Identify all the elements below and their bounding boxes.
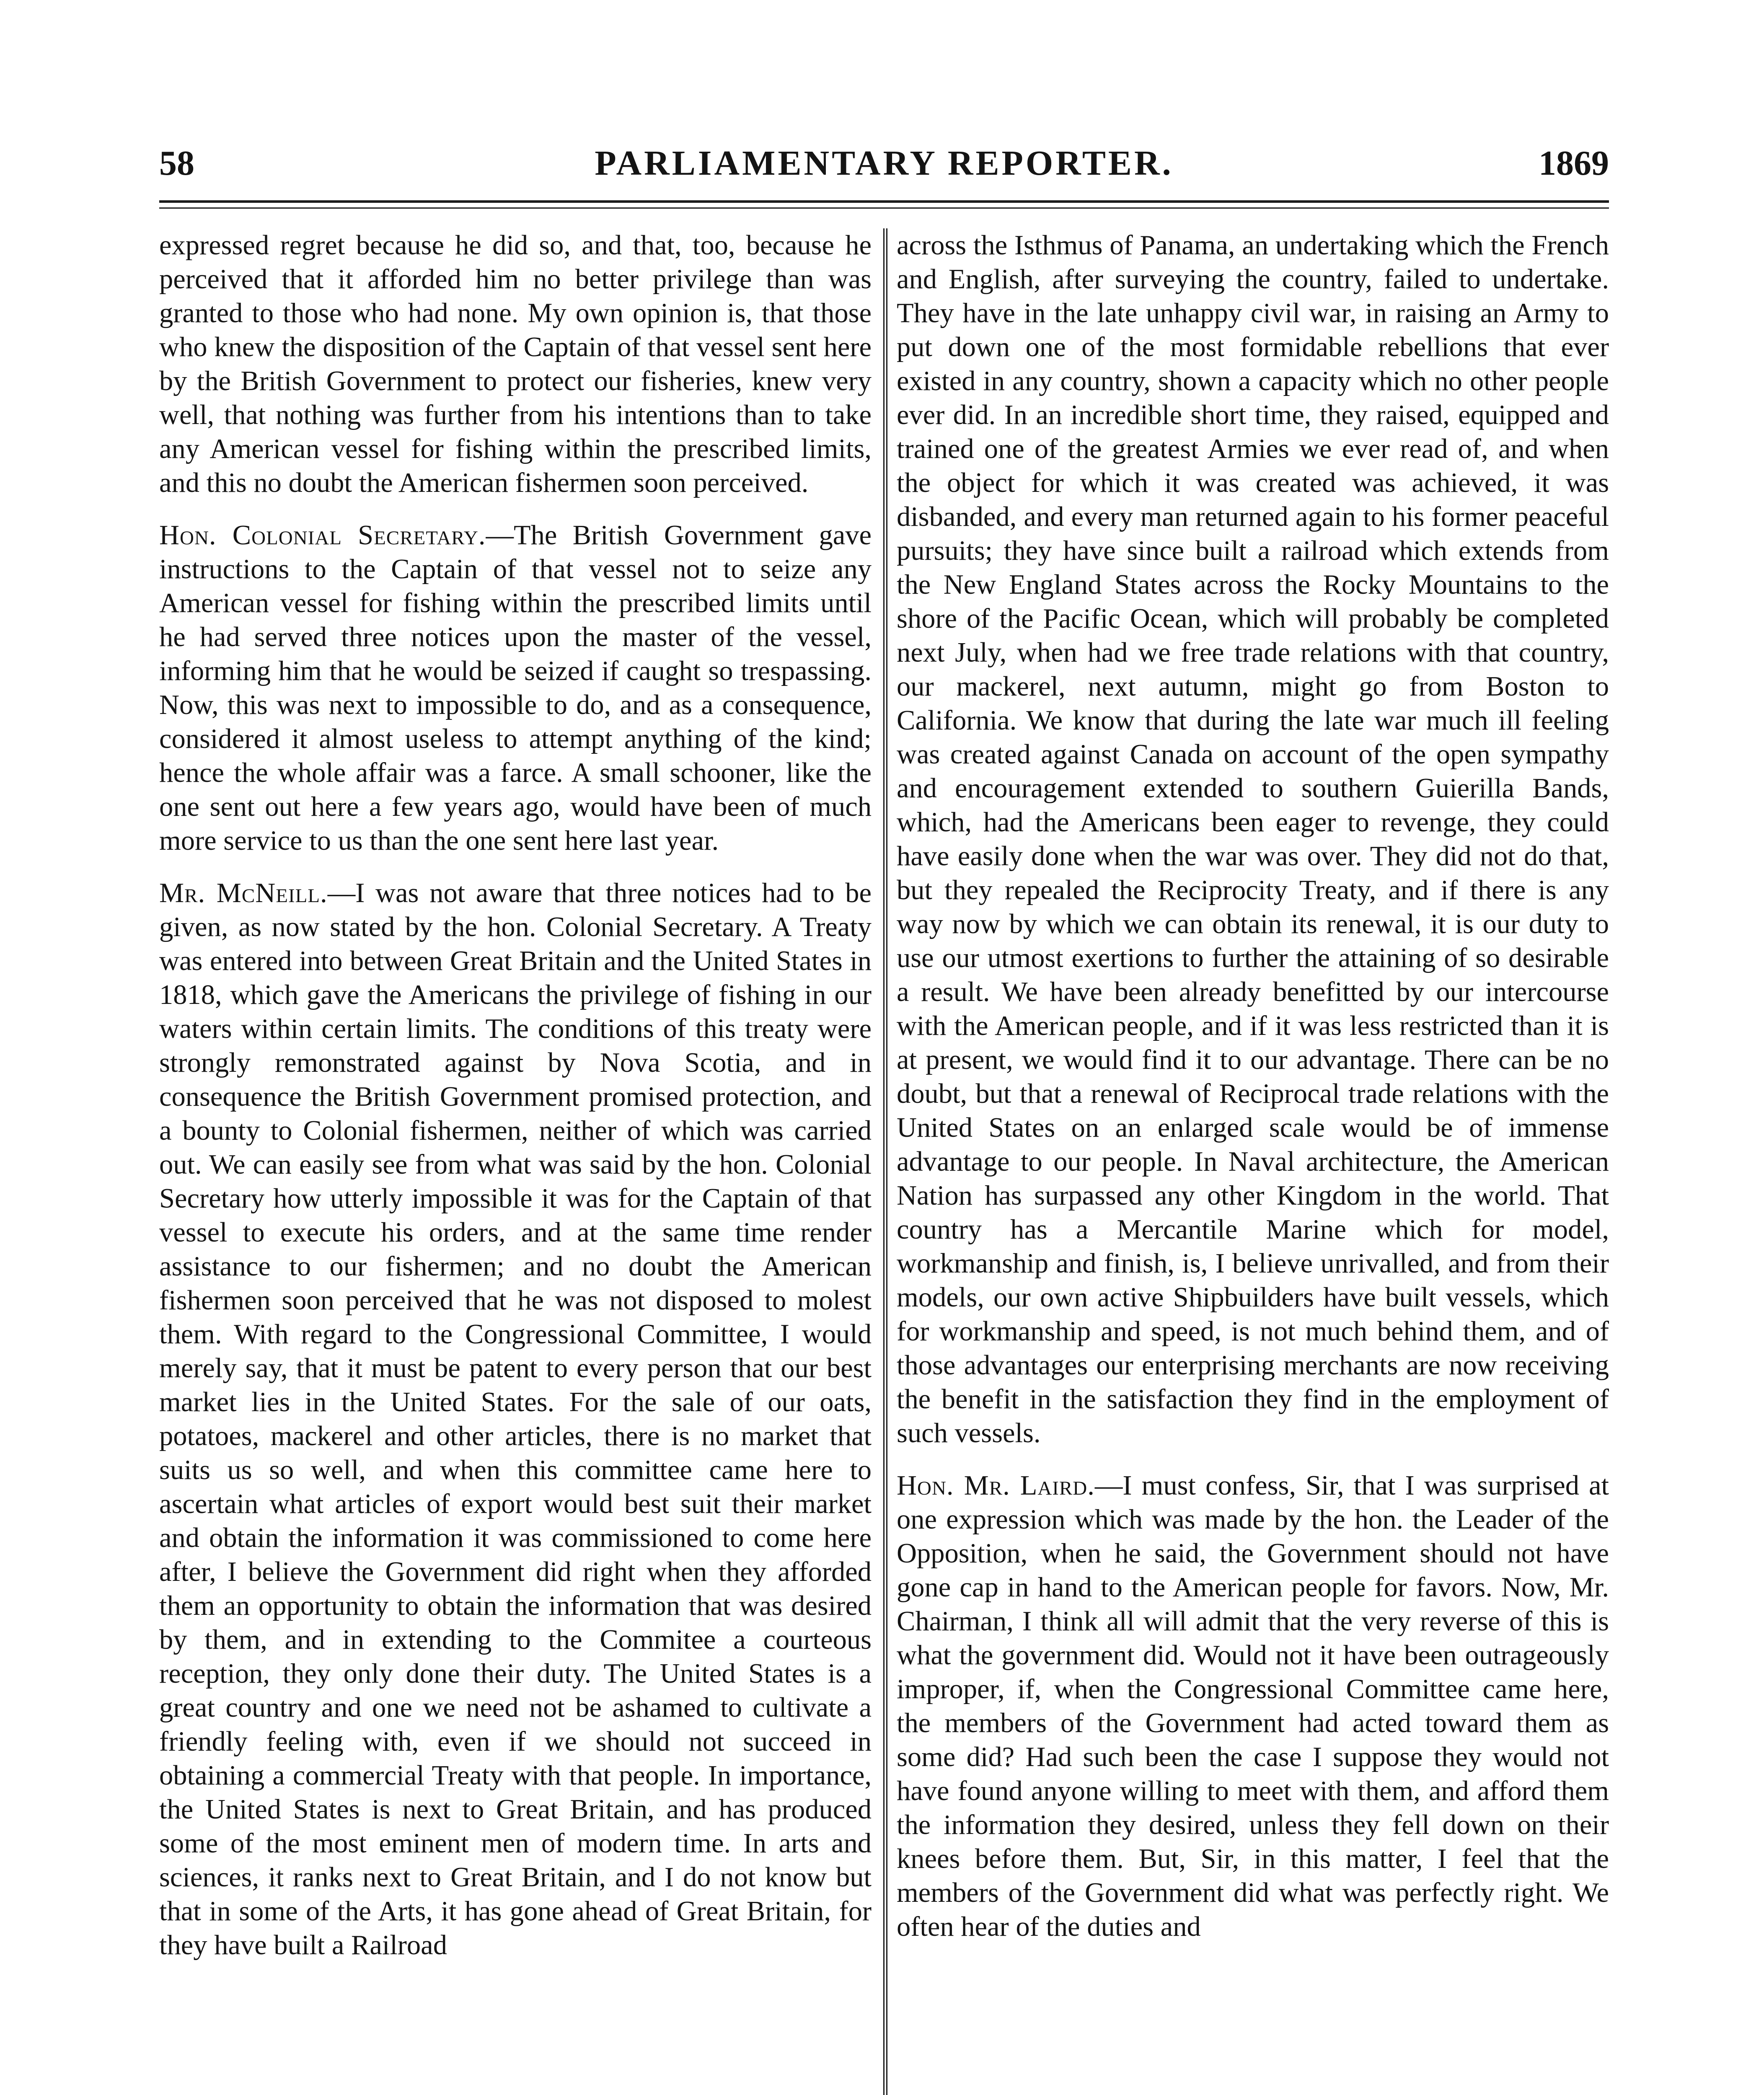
page-number: 58 (159, 144, 194, 183)
column-divider (883, 228, 887, 2095)
page-header (159, 138, 1609, 189)
speaker-name: Hon. Mr. Laird. (897, 1470, 1095, 1501)
paragraph-text: —The British Government gave instructions to the Captain of that vessel not to seize any American vessel for fishing within the prescribed limits until he had served three notices upon the master of the vessel, informing him that he would be seized if caught so trespassing. Now, this was next to impossible to do, and as a consequence, considered it almost useless to attempt anything of the kind; hence the whole affair was a farce. A small schooner, like the one sent out here a few years ago, would have been of much more service to us than the one sent here last year. (159, 520, 872, 856)
paragraph-text: —I must confess, Sir, that I was surprised at one expression which was made by the hon. the Leader of the Opposition, when he said, the Government should not have gone cap in hand to the American people for favors. Now, Mr. Chairman, I think all will admit that the very reverse of this is what the government did. Would not it have been outrageously improper, if, when the Congressional Committee came here, the members of the Government had acted toward them as some did? Had such been the case I suppose they would not have found anyone willing to meet with them, and afford them the information they desired, unless they fell down on their knees before them. But, Sir, in this matter, I feel that the members of the Government did what was perfectly right. We often hear of the duties and (897, 1470, 1609, 1942)
header-rule (159, 200, 1609, 209)
running-title: PARLIAMENTARY REPORTER. (595, 144, 1174, 183)
paragraph-text: —I was not aware that three notices had to be given, as now stated by the hon. Colonial Secretary. A Treaty was entered into between Great Britain and the United States in 1818, which gave the Americans the privilege of fishing in our waters within certain limits. The conditions of this treaty were strongly remonstrated against by Nova Scotia, and in consequence the British Government promised protection, and a bounty to Colonial fishermen, neither of which was carried out. We can easily see from what was said by the hon. Colonial Secretary how utterly impossible it was for the Captain of that vessel to execute his orders, and at the same time render assistance to our fishermen; and no doubt the American fishermen soon perceived that he was not disposed to molest them. With regard to the Congressional Committee, I would merely say, that it must be patent to every person that our best market lies in the United States. For the sale of our oats, potatoes, mackerel and other articles, there is no market that suits us so well, and when this committee came here to ascertain what articles of export would best suit their market and obtain the information it was commissioned to come here after, I believe the Government did right when they afforded them an opportunity to obtain the information that was desired by them, and in extending to the Commitee a courteous reception, they only done their duty. The United States is a great country and one we need not be ashamed to cultivate a friendly feeling with, even if we should not succeed in obtaining a commercial Treaty with that people. In importance, the United States is next to Great Britain, and has produced some of the most eminent men of modern time. In arts and sciences, it ranks next to Great Britain, and I do not know but that in some of the Arts, it has gone ahead of Great Britain, for they have built a Railroad (159, 878, 872, 1961)
paragraph (159, 876, 872, 1962)
paragraph (897, 228, 1609, 1450)
paragraph (159, 518, 872, 858)
left-column (159, 228, 872, 2095)
speaker-name: Hon. Colonial Secretary. (159, 520, 486, 551)
speaker-name: Mr. McNeill. (159, 878, 328, 908)
paragraph-text: across the Isthmus of Panama, an undertaking which the French and English, after surveying the country, failed to undertake. They have in the late unhappy civil war, in raising an Army to put down one of the most formidable rebellions that ever existed in any country, shown a capacity which no other people ever did. In an incredible short time, they raised, equipped and trained one of the greatest Armies we ever read of, and when the object for which it was created was achieved, it was disbanded, and every man returned again to his former peaceful pursuits; they have since built a railroad which extends from the New England States across the Rocky Mountains to the shore of the Pacific Ocean, which will probably be completed next July, when had we free trade relations with that country, our mackerel, next autumn, might go from Boston to California. We know that during the late war much ill feeling was created against Canada on account of the open sympathy and encouragement extended to southern Guierilla Bands, which, had the Americans been eager to revenge, they could have easily done when the war was over. They did not do that, but they repealed the Reciprocity Treaty, and if there is any way now by which we can obtain its renewal, it is our duty to use our utmost exertions to further the attaining of so desirable a result. We have been already benefitted by our intercourse with the American people, and if it was less restricted than it is at present, we would find it to our advantage. There can be no doubt, but that a renewal of Reciprocal trade relations with the United States on an enlarged scale would be of immense advantage to our people. In Naval architecture, the American Nation has surpassed any other Kingdom in the world. That country has a Mercantile Marine which for model, workmanship and finish, is, I believe unrivalled, and from their models, our own active Shipbuilders have built vessels, which for workmanship and speed, is not much behind them, and of those advantages our enterprising merchants are now receiving the benefit in the satisfaction they find in the employment of such vessels. (897, 230, 1609, 1448)
right-column (897, 228, 1609, 2095)
year: 1869 (1539, 144, 1609, 183)
paragraph (159, 228, 872, 500)
paragraph-text: expressed regret because he did so, and that, too, because he perceived that it afforded him no better privilege than was granted to those who had none. My own opinion is, that those who knew the disposition of the Captain of that vessel sent here by the British Government to protect our fisheries, knew very well, that nothing was further from his intentions than to take any American vessel for fishing within the prescribed limits, and this no doubt the American fishermen soon perceived. (159, 230, 872, 498)
paragraph (897, 1469, 1609, 1944)
